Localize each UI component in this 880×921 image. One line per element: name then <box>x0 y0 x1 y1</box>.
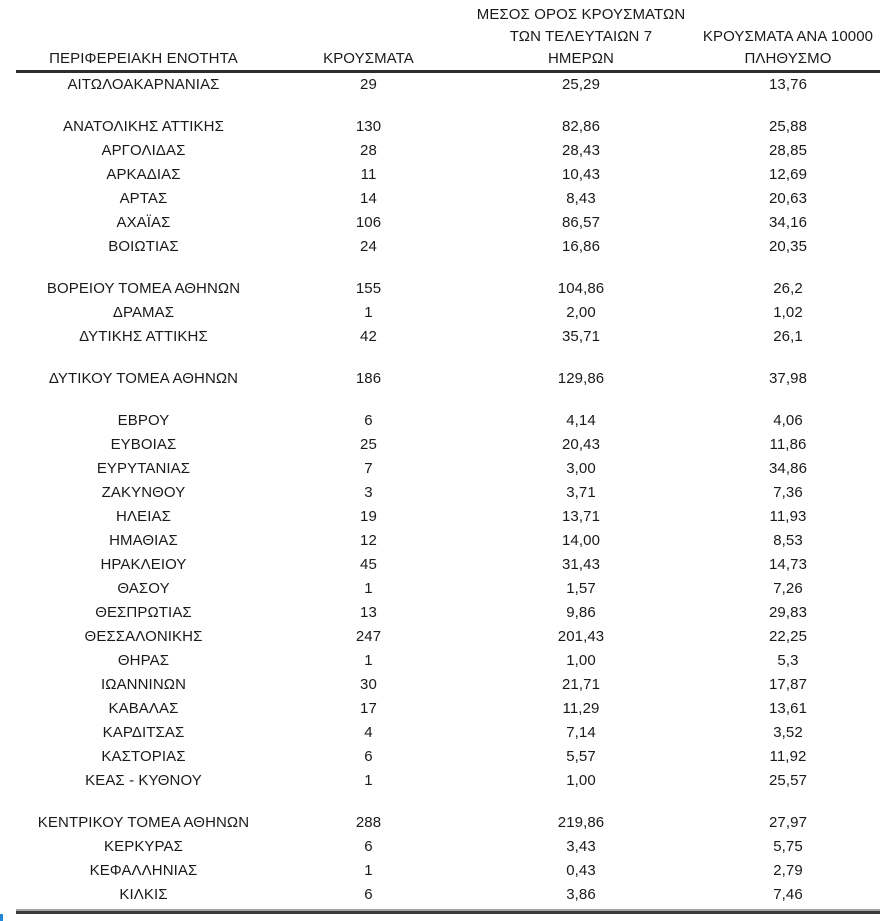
col-header-per10k <box>696 4 880 70</box>
table-row <box>16 433 880 457</box>
row-spacer <box>16 259 880 277</box>
region-cell: ΕΥΒΟΙΑΣ <box>110 436 177 453</box>
cases-cell: 17 <box>360 700 377 717</box>
cases-cell: 14 <box>360 190 377 207</box>
region-cell: ΚΕΡΚΥΡΑΣ <box>104 838 183 855</box>
table-row <box>16 835 880 859</box>
avg7-cell: 5,57 <box>566 748 596 765</box>
cases-cell: 6 <box>364 748 373 765</box>
avg7-cell: 11,29 <box>562 700 600 717</box>
per10k-cell: 17,87 <box>768 676 808 693</box>
avg7-cell: 219,86 <box>557 814 605 831</box>
avg7-cell: 0,43 <box>566 862 596 879</box>
table-row <box>16 883 880 907</box>
region-cell: ΑΧΑΪΑΣ <box>116 214 171 231</box>
avg7-cell: 3,00 <box>566 460 596 477</box>
per10k-cell: 8,53 <box>773 532 803 549</box>
per10k-cell: 2,79 <box>773 862 803 879</box>
per10k-cell: 26,2 <box>773 280 803 297</box>
region-cell: ΚΕΝΤΡΙΚΟΥ ΤΟΜΕΑ ΑΘΗΝΩΝ <box>37 814 250 831</box>
row-spacer <box>16 97 880 115</box>
row-spacer <box>16 793 880 811</box>
region-cell: ΔΥΤΙΚΗΣ ΑΤΤΙΚΗΣ <box>79 328 208 345</box>
cases-cell: 106 <box>355 214 382 231</box>
per10k-cell: 28,85 <box>768 142 808 159</box>
table-row <box>16 187 880 211</box>
per10k-cell: 27,97 <box>768 814 808 831</box>
region-cell: ΗΛΕΙΑΣ <box>116 508 171 525</box>
table-row <box>16 115 880 139</box>
avg7-cell: 14,00 <box>561 532 601 549</box>
col-header-region <box>16 4 271 70</box>
avg7-cell: 20,43 <box>561 436 601 453</box>
avg7-cell: 7,14 <box>566 724 596 741</box>
region-cell: ΙΩΑΝΝΙΝΩΝ <box>101 676 186 693</box>
cases-cell: 12 <box>360 532 377 549</box>
cases-cell: 1 <box>364 772 373 789</box>
table-header <box>16 0 880 73</box>
cases-cell: 186 <box>355 370 382 387</box>
avg7-cell: 35,71 <box>561 328 601 345</box>
per10k-cell: 34,16 <box>768 214 808 231</box>
cases-cell: 25 <box>360 436 377 453</box>
corner-cursor-mark <box>0 914 3 921</box>
per10k-cell: 13,76 <box>768 76 808 93</box>
avg7-cell: 31,43 <box>561 556 601 573</box>
cases-cell: 4 <box>364 724 373 741</box>
region-cell: ΑΡΤΑΣ <box>119 190 168 207</box>
region-cell: ΕΥΡΥΤΑΝΙΑΣ <box>96 460 191 477</box>
table-row <box>16 721 880 745</box>
per10k-cell: 1,02 <box>773 304 803 321</box>
col-header-region-label: ΠΕΡΙΦΕΡΕΙΑΚΗ ΕΝΟΤΗΤΑ <box>49 50 238 67</box>
row-spacer <box>16 349 880 367</box>
per10k-cell: 11,93 <box>769 508 807 525</box>
cases-cell: 11 <box>360 166 377 183</box>
table-row <box>16 73 880 97</box>
table-row <box>16 769 880 793</box>
table-row <box>16 529 880 553</box>
region-cell: ΕΒΡΟΥ <box>117 412 170 429</box>
region-cell: ΚΙΛΚΙΣ <box>119 886 168 903</box>
cases-cell: 130 <box>355 118 382 135</box>
per10k-cell: 20,63 <box>768 190 808 207</box>
per10k-cell: 7,46 <box>773 886 803 903</box>
col-header-avg7-line3: ΗΜΕΡΩΝ <box>548 50 614 67</box>
avg7-cell: 1,00 <box>566 772 596 789</box>
cases-cell: 3 <box>364 484 373 501</box>
col-header-cases-label: ΚΡΟΥΣΜΑΤΑ <box>323 50 414 67</box>
region-cell: ΑΝΑΤΟΛΙΚΗΣ ΑΤΤΙΚΗΣ <box>63 118 224 135</box>
cases-cell: 6 <box>364 838 373 855</box>
cases-cell: 288 <box>355 814 382 831</box>
per10k-cell: 37,98 <box>768 370 808 387</box>
region-cell: ΒΟΡΕΙΟΥ ΤΟΜΕΑ ΑΘΗΝΩΝ <box>46 280 241 297</box>
table-row <box>16 577 880 601</box>
region-cell: ΔΡΑΜΑΣ <box>112 304 175 321</box>
table-row <box>16 811 880 835</box>
avg7-cell: 4,14 <box>566 412 596 429</box>
per10k-cell: 7,26 <box>773 580 803 597</box>
table-row <box>16 673 880 697</box>
per10k-cell: 7,36 <box>773 484 803 501</box>
per10k-cell: 14,73 <box>768 556 808 573</box>
avg7-cell: 104,86 <box>557 280 605 297</box>
per10k-cell: 3,52 <box>773 724 803 741</box>
region-cell: ΘΕΣΠΡΩΤΙΑΣ <box>95 604 192 621</box>
region-cell: ΑΡΓΟΛΙΔΑΣ <box>101 142 186 159</box>
per10k-cell: 25,57 <box>768 772 808 789</box>
table-row <box>16 457 880 481</box>
avg7-cell: 1,57 <box>566 580 596 597</box>
avg7-cell: 21,71 <box>561 676 601 693</box>
region-cell: ΚΑΡΔΙΤΣΑΣ <box>102 724 185 741</box>
cases-cell: 1 <box>364 580 373 597</box>
region-cell: ΘΗΡΑΣ <box>117 652 170 669</box>
per10k-cell: 4,06 <box>773 412 803 429</box>
per10k-cell: 22,25 <box>768 628 808 645</box>
region-cell: ΑΙΤΩΛΟΑΚΑΡΝΑΝΙΑΣ <box>67 76 220 93</box>
avg7-cell: 3,71 <box>566 484 596 501</box>
table-row <box>16 601 880 625</box>
cases-cell: 13 <box>360 604 377 621</box>
avg7-cell: 8,43 <box>566 190 596 207</box>
avg7-cell: 201,43 <box>557 628 605 645</box>
table-row <box>16 163 880 187</box>
region-cell: ΖΑΚΥΝΘΟΥ <box>101 484 186 501</box>
cases-cell: 1 <box>364 862 373 879</box>
table-row <box>16 367 880 391</box>
table-row <box>16 649 880 673</box>
table-row <box>16 505 880 529</box>
table-row <box>16 139 880 163</box>
cases-cell: 42 <box>360 328 377 345</box>
col-header-per10k-line1: ΚΡΟΥΣΜΑΤΑ ΑΝΑ 10000 <box>702 28 874 45</box>
col-header-avg7 <box>466 4 696 70</box>
col-header-avg7-line1: ΜΕΣΟΣ ΟΡΟΣ ΚΡΟΥΣΜΑΤΩΝ <box>476 6 686 23</box>
col-header-per10k-line2: ΠΛΗΘΥΣΜΟ <box>744 50 832 67</box>
region-cell: ΚΕΑΣ - ΚΥΘΝΟΥ <box>85 772 202 789</box>
region-cell: ΚΕΦΑΛΛΗΝΙΑΣ <box>89 862 198 879</box>
per10k-cell: 11,86 <box>769 436 807 453</box>
table-row <box>16 697 880 721</box>
regional-cases-table <box>16 0 880 914</box>
table-row <box>16 301 880 325</box>
per10k-cell: 20,35 <box>768 238 808 255</box>
avg7-cell: 10,43 <box>561 166 601 183</box>
cases-cell: 1 <box>364 652 373 669</box>
region-cell: ΔΥΤΙΚΟΥ ΤΟΜΕΑ ΑΘΗΝΩΝ <box>48 370 239 387</box>
table-row <box>16 481 880 505</box>
table-row <box>16 325 880 349</box>
region-cell: ΗΜΑΘΙΑΣ <box>109 532 178 549</box>
avg7-cell: 1,00 <box>566 652 596 669</box>
avg7-cell: 2,00 <box>566 304 596 321</box>
cases-cell: 24 <box>360 238 377 255</box>
avg7-cell: 28,43 <box>561 142 601 159</box>
table-row <box>16 211 880 235</box>
cases-cell: 6 <box>364 412 373 429</box>
col-header-cases <box>271 4 466 70</box>
per10k-cell: 5,75 <box>773 838 803 855</box>
cases-cell: 7 <box>364 460 373 477</box>
cases-cell: 29 <box>360 76 377 93</box>
avg7-cell: 129,86 <box>557 370 605 387</box>
cases-cell: 247 <box>355 628 382 645</box>
per10k-cell: 11,92 <box>769 748 807 765</box>
table-body <box>16 73 880 907</box>
region-cell: ΚΑΣΤΟΡΙΑΣ <box>101 748 186 765</box>
region-cell: ΒΟΙΩΤΙΑΣ <box>108 238 179 255</box>
row-spacer <box>16 391 880 409</box>
avg7-cell: 16,86 <box>561 238 601 255</box>
cases-cell: 6 <box>364 886 373 903</box>
table-row <box>16 859 880 883</box>
avg7-cell: 86,57 <box>561 214 601 231</box>
per10k-cell: 25,88 <box>768 118 808 135</box>
cases-cell: 45 <box>360 556 377 573</box>
col-header-avg7-line2: ΤΩΝ ΤΕΛΕΥΤΑΙΩΝ 7 <box>509 28 653 45</box>
per10k-cell: 29,83 <box>768 604 808 621</box>
avg7-cell: 13,71 <box>561 508 601 525</box>
region-cell: ΑΡΚΑΔΙΑΣ <box>106 166 181 183</box>
table-row <box>16 625 880 649</box>
table-row <box>16 235 880 259</box>
region-cell: ΘΕΣΣΑΛΟΝΙΚΗΣ <box>84 628 203 645</box>
avg7-cell: 82,86 <box>561 118 601 135</box>
region-cell: ΘΑΣΟΥ <box>117 580 170 597</box>
per10k-cell: 13,61 <box>768 700 808 717</box>
avg7-cell: 3,86 <box>566 886 596 903</box>
per10k-cell: 34,86 <box>768 460 808 477</box>
avg7-cell: 9,86 <box>566 604 596 621</box>
avg7-cell: 25,29 <box>561 76 601 93</box>
region-cell: ΗΡΑΚΛΕΙΟΥ <box>100 556 187 573</box>
avg7-cell: 3,43 <box>566 838 596 855</box>
table-row <box>16 745 880 769</box>
cases-cell: 1 <box>364 304 373 321</box>
cases-cell: 30 <box>360 676 377 693</box>
cases-cell: 155 <box>355 280 382 297</box>
table-row <box>16 553 880 577</box>
table-bottom-rule <box>16 909 880 914</box>
per10k-cell: 5,3 <box>777 652 799 669</box>
cases-cell: 19 <box>360 508 377 525</box>
table-row <box>16 277 880 301</box>
cases-cell: 28 <box>360 142 377 159</box>
per10k-cell: 26,1 <box>773 328 803 345</box>
region-cell: ΚΑΒΑΛΑΣ <box>108 700 179 717</box>
table-row <box>16 409 880 433</box>
per10k-cell: 12,69 <box>768 166 808 183</box>
